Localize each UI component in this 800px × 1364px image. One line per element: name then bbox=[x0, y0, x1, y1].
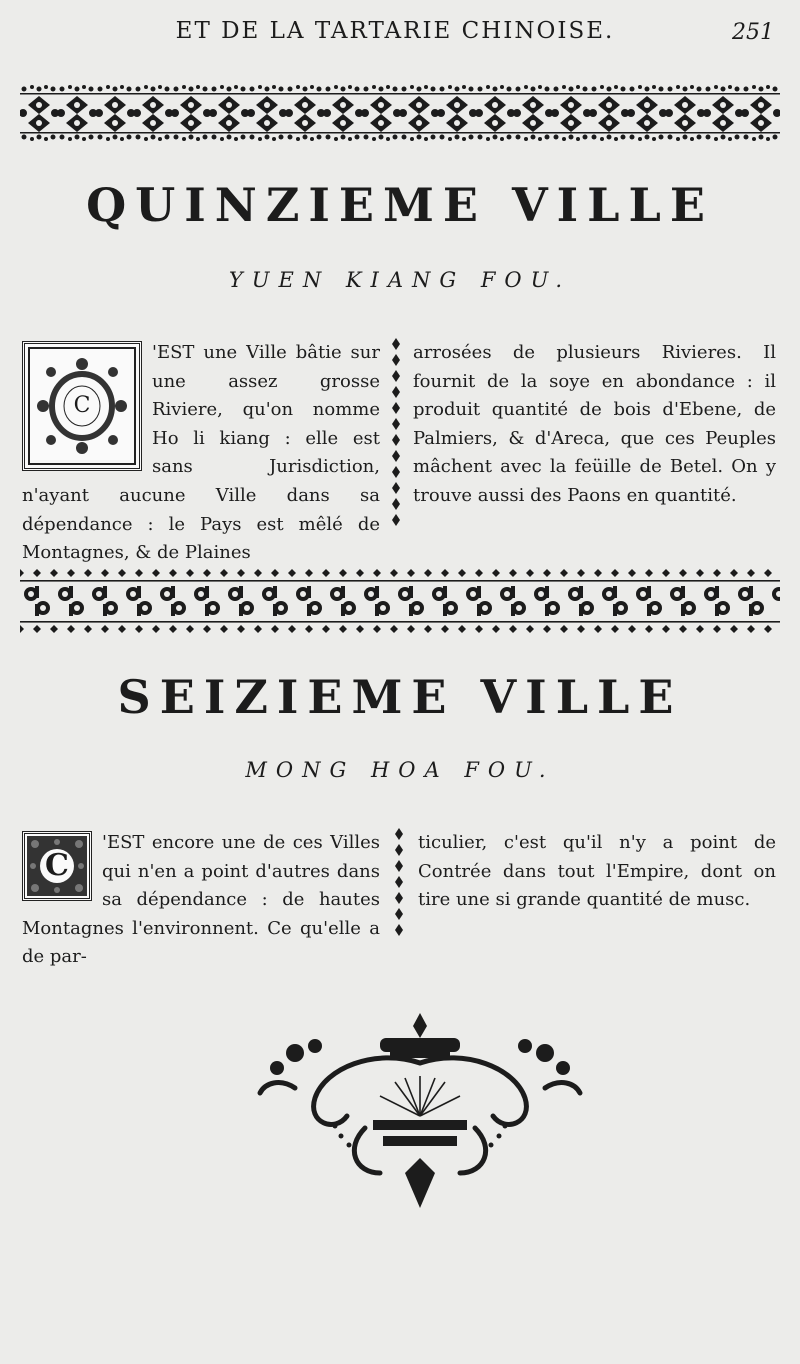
column-divider-1 bbox=[389, 336, 403, 526]
section1-column-left bbox=[22, 339, 380, 568]
section-heading-2: SEIZIEME VILLE bbox=[117, 670, 683, 724]
dropcap-letter-2: C bbox=[45, 847, 69, 883]
dropcap-1 bbox=[22, 341, 142, 471]
running-head bbox=[0, 16, 800, 50]
ornamental-band-middle bbox=[20, 568, 780, 634]
section1-column-right bbox=[413, 339, 776, 511]
column-divider-2 bbox=[392, 826, 406, 938]
section2-paragraph-left: 'EST encore une de ces Villes qui n'en a point d'autres dans sa dépendance : de hautes Montagnes l'environnent. Ce qu'elle a de par- bbox=[22, 832, 380, 968]
section1-paragraph-left: 'EST une Ville bâtie sur une assez grosse Riviere, qu'on nomme Ho li kiang : elle est sans Jurisdiction, n'ayant aucune Ville dans sa dépendance : le Pays est mêlé de Montagnes, & de Plaines bbox=[22, 342, 380, 564]
section2-column-right bbox=[418, 829, 776, 915]
closing-vignette-ornament bbox=[255, 1008, 585, 1213]
page-number: 251 bbox=[732, 20, 774, 45]
section-heading-1: QUINZIEME VILLE bbox=[86, 178, 714, 232]
section2-column-left bbox=[22, 829, 380, 972]
section1-paragraph-right: arrosées de plusieurs Rivieres. Il fournit de la soye en abondance : il produit quantité de bois d'Ebene, de Palmiers, & d'Areca, que ces Peuples mâchent avec la feüille de Betel. On y trouve aussi des Paons en quantité. bbox=[413, 342, 776, 506]
dropcap-2 bbox=[22, 831, 92, 901]
section2-paragraph-right: ticulier, c'est qu'il n'y a point de Contrée dans tout l'Empire, dont on tire une si grande quantité de musc. bbox=[418, 832, 776, 911]
section-subheading-1: YUEN KIANG FOU. bbox=[228, 268, 572, 292]
running-title: ET DE LA TARTARIE CHINOISE. bbox=[175, 18, 615, 44]
ornamental-band-top bbox=[20, 84, 780, 142]
dropcap-letter-1: C bbox=[73, 392, 91, 418]
section-subheading-2: MONG HOA FOU. bbox=[245, 758, 555, 782]
